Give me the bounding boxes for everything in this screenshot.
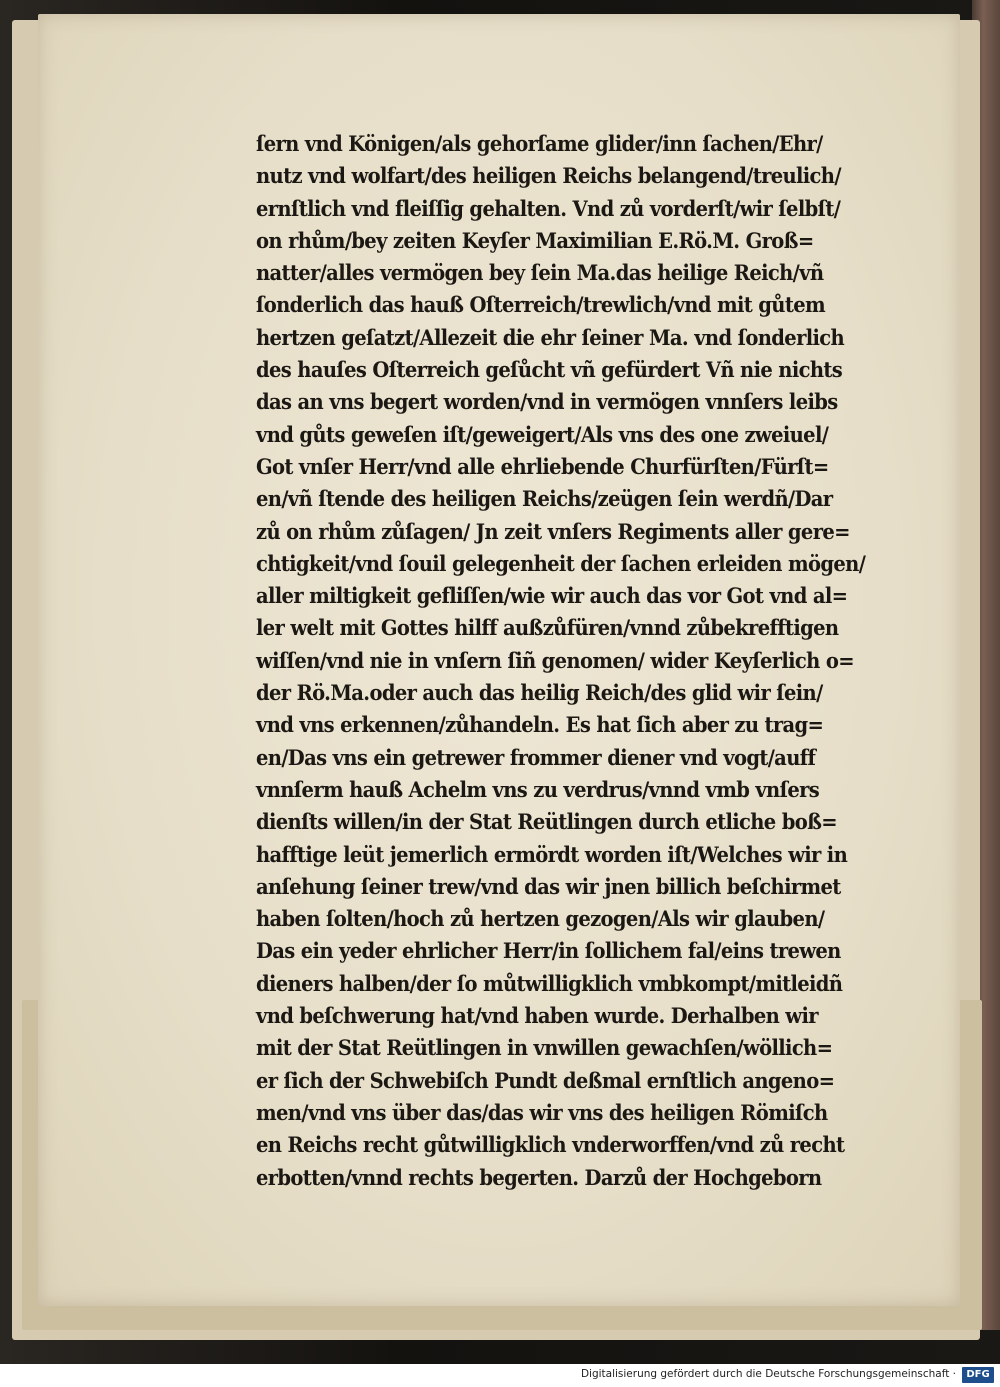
text-line: erbotten/vnnd rechts begerten. Darzů der Hochgeborn xyxy=(256,1164,822,1190)
text-line: des hauſes Oſterreich geſůcht vñ gefürdert Vñ nie nichts xyxy=(256,357,843,383)
text-line: Got vnſer Herr/vnd alle ehrliebende Churfürſten/Fürſt= xyxy=(256,453,829,479)
text-line: zů on rhům zůſagen/ Jn zeit vnſers Regiments aller gere= xyxy=(256,518,850,544)
digitization-credit-bar xyxy=(0,1364,1000,1387)
text-line: chtigkeit/vnd ſouil gelegenheit der ſachen erleiden mögen/ xyxy=(256,550,866,576)
text-line: en/vñ ſtende des heiligen Reichs/zeügen ſein werdñ/Dar xyxy=(256,486,833,512)
text-line: natter/alles vermögen bey ſein Ma.das heilige Reich/vñ xyxy=(256,260,824,286)
page-text-block xyxy=(256,128,936,1194)
text-line: vnd vns erkennen/zůhandeln. Es hat ſich aber zu trag= xyxy=(256,712,824,738)
text-line: haben ſolten/hoch zů hertzen gezogen/Als wir glauben/ xyxy=(256,906,825,932)
text-line: Das ein yeder ehrlicher Herr/in ſollichem fal/eins trewen xyxy=(256,938,841,964)
text-line: ſern vnd Königen/als gehorſame glider/inn ſachen/Ehr/ xyxy=(256,131,823,156)
text-line: en Reichs recht gůtwilligklich vnderworffen/vnd zů recht xyxy=(256,1132,845,1158)
text-line: aller miltigkeit gefliſſen/wie wir auch das vor Got vnd al= xyxy=(256,583,848,609)
text-line: dieners halben/der ſo můtwilligklich vmbkompt/mitleidñ xyxy=(256,970,843,996)
text-line: wiſſen/vnd nie in vnſern ſiñ genomen/ wider Keyſerlich o= xyxy=(256,647,854,673)
text-line: ler welt mit Gottes hilff außzůfüren/vnnd zůbekrefftigen xyxy=(256,615,839,641)
text-line: anſehung ſeiner trew/vnd das wir jnen billich beſchirmet xyxy=(256,873,841,899)
text-line: vnd gůts geweſen iſt/geweigert/Als vns des one zweiuel/ xyxy=(256,421,829,447)
text-line: nutz vnd wolfart/des heiligen Reichs belangend/treulich/ xyxy=(256,163,841,189)
text-line: vnnſerm hauß Achelm vns zu verdrus/vnnd vmb vnſers xyxy=(256,776,820,802)
text-line: hafftige leüt jemerlich ermördt worden iſt/Welches wir in xyxy=(256,841,848,867)
text-line: ernſtlich vnd fleiſſig gehalten. Vnd zů vorderſt/wir ſelbſt/ xyxy=(256,195,841,221)
text-line: ſonderlich das hauß Oſterreich/trewlich/vnd mit gůtem xyxy=(256,292,826,318)
text-line: dienſts willen/in der Stat Reütlingen durch etliche boß= xyxy=(256,809,838,835)
text-line: der Rö.Ma.oder auch das heilig Reich/des glid wir ſein/ xyxy=(256,680,823,706)
text-line: vnd beſchwerung hat/vnd haben wurde. Derhalben wir xyxy=(256,1003,818,1029)
text-line: das an vns begert worden/vnd in vermögen vnnſers leibs xyxy=(256,389,838,415)
text-line: on rhům/bey zeiten Keyſer Maximilian E.Rö.M. Groß= xyxy=(256,227,814,253)
digitization-credit: Digitalisierung gefördert durch die Deutsche Forschungsgemeinschaft · xyxy=(580,1368,956,1380)
text-line: mit der Stat Reütlingen in vnwillen gewachſen/wöllich= xyxy=(256,1035,833,1061)
text-line: men/vnd vns über das/das wir vns des heiligen Römiſch xyxy=(256,1099,828,1125)
dfg-logo: DFG xyxy=(962,1367,994,1383)
text-line: hertzen geſatzt/Allezeit die ehr ſeiner Ma. vnd ſonderlich xyxy=(256,324,845,350)
text-line: en/Das vns ein getrewer frommer diener vnd vogt/auff xyxy=(256,744,816,770)
text-line: er ſich der Schwebiſch Pundt deßmal ernſtlich angeno= xyxy=(256,1067,835,1093)
